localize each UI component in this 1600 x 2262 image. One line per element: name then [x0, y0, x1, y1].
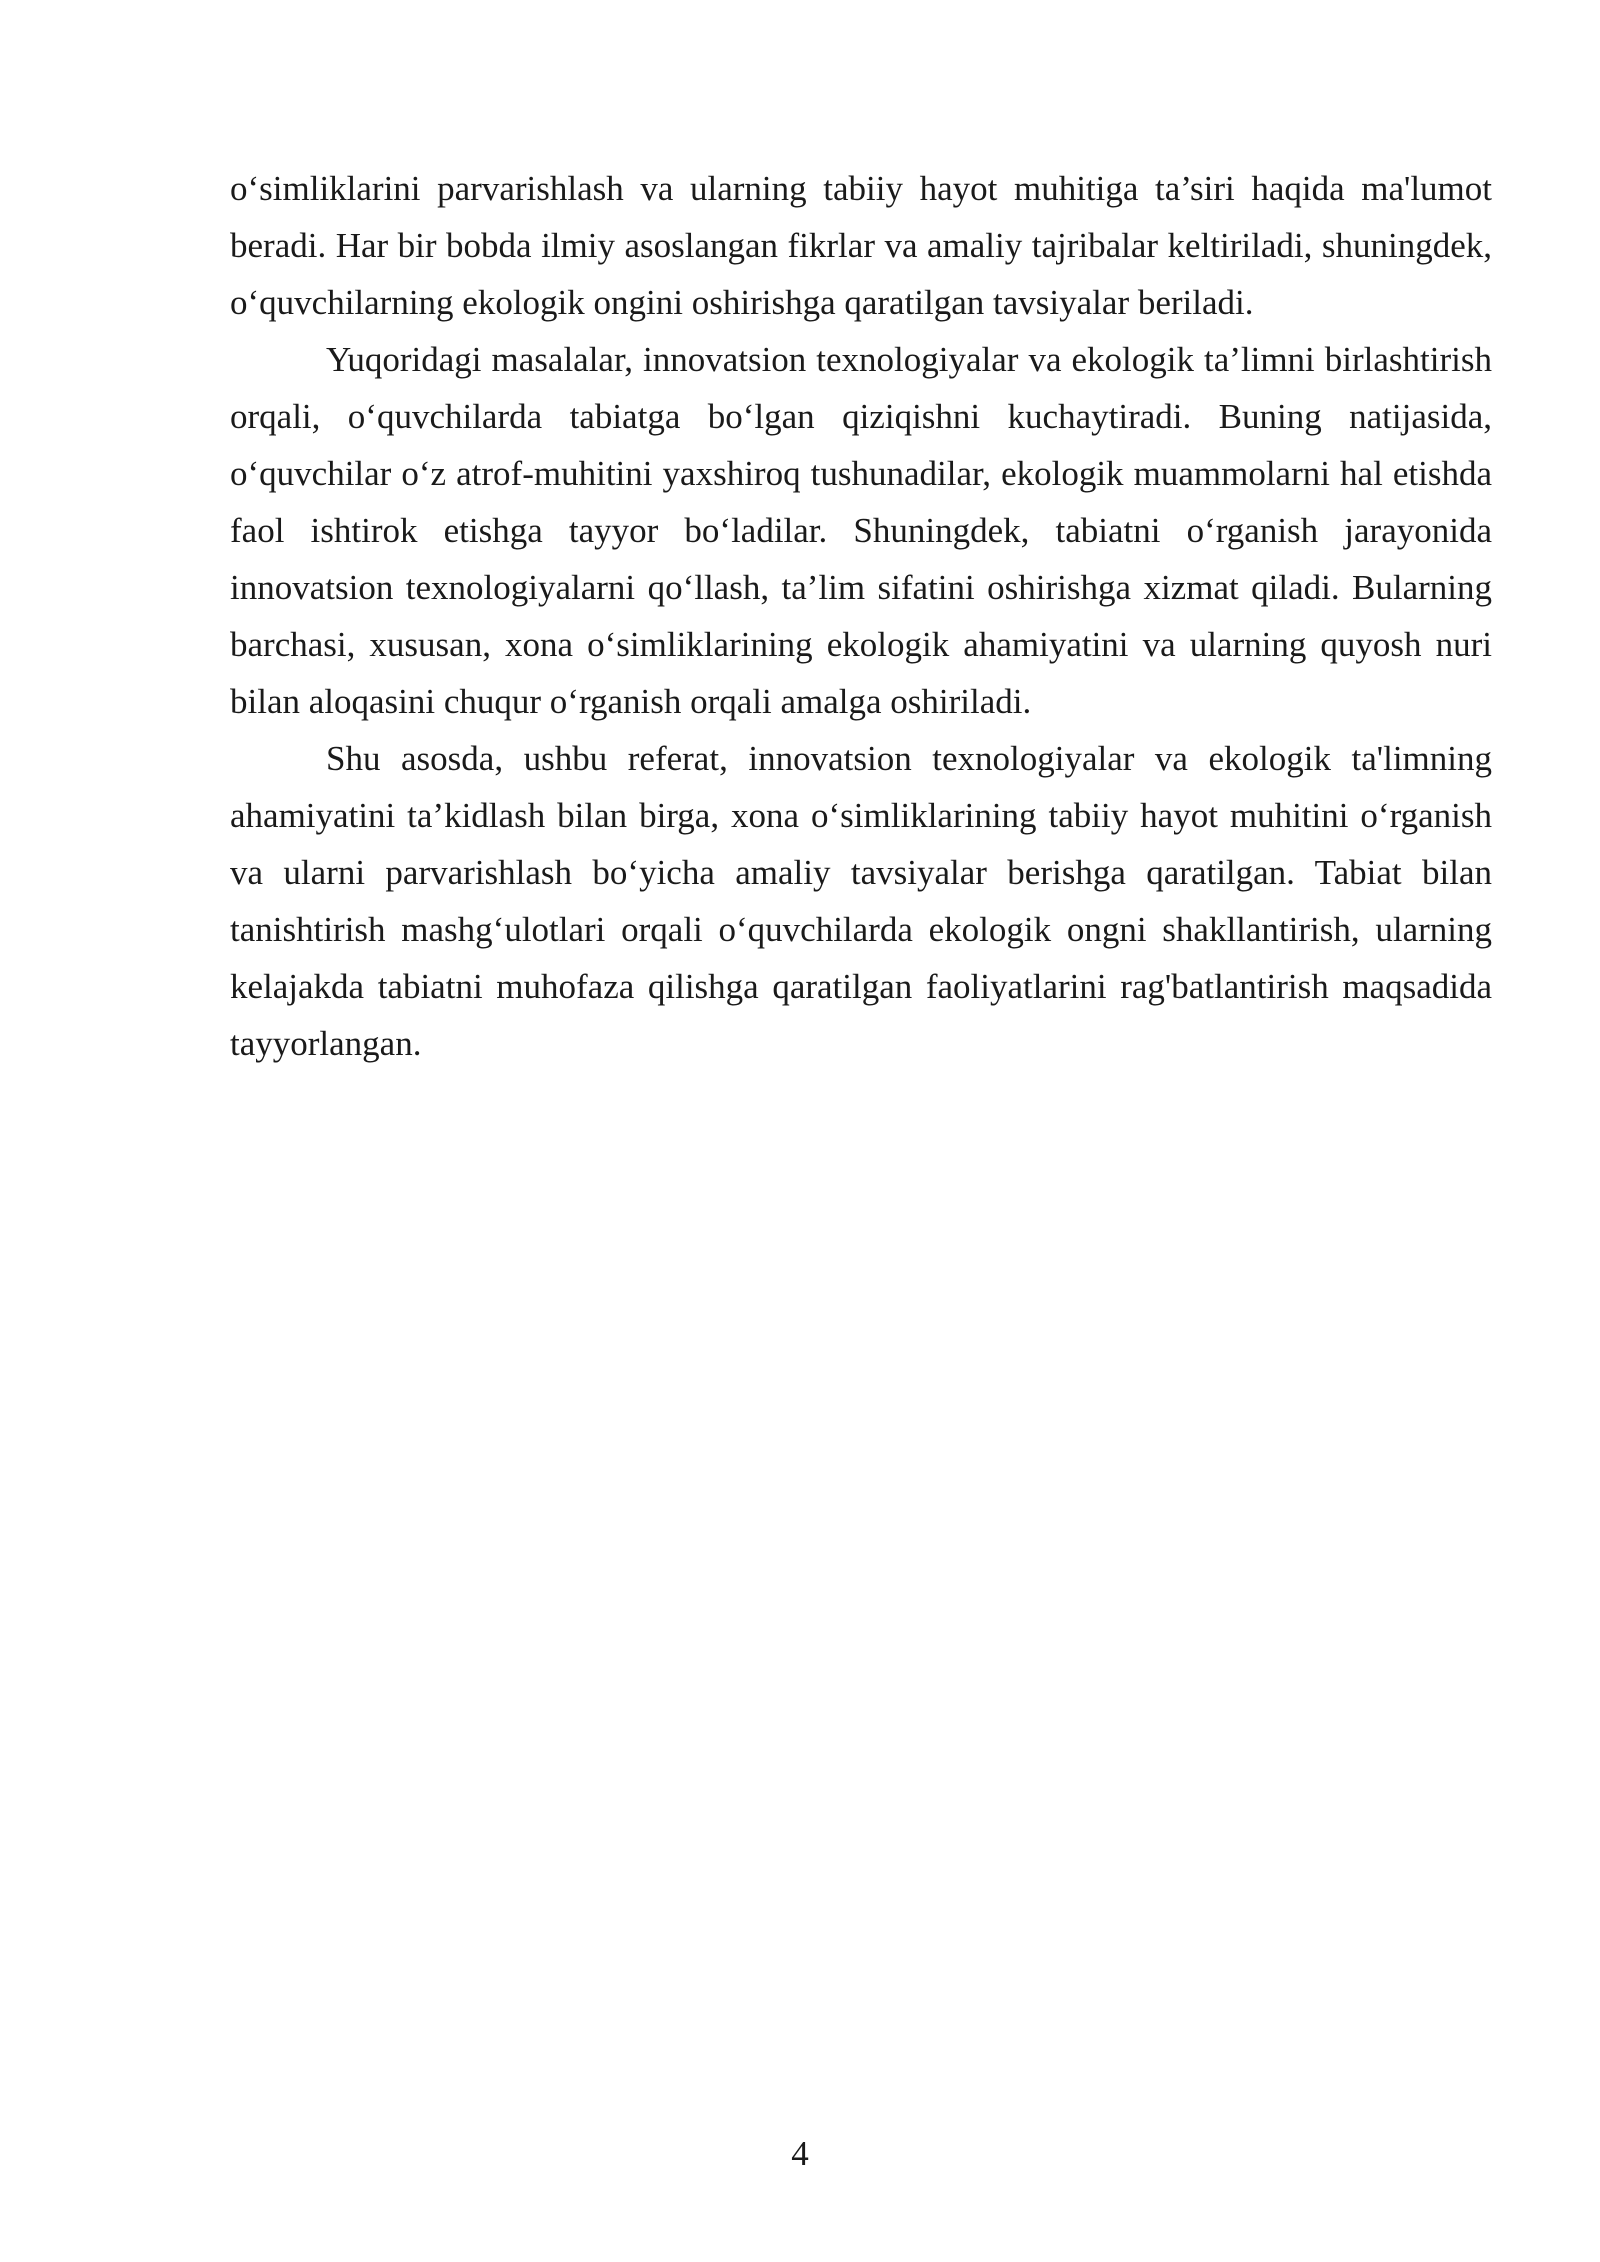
document-body — [230, 160, 1492, 1072]
paragraph: Yuqoridagi masalalar, innovatsion texnologiyalar va ekologik ta’limni birlashtirish orqali, o‘quvchilarda tabiatga bo‘lgan qiziqishni kuchaytiradi. Buning natijasida, o‘quvchilar o‘z atrof-muhitini yaxshiroq tushunadilar, ekologik muammolarni hal etishda faol ishtirok etishga tayyor bo‘ladilar. Shuningdek, tabiatni o‘rganish jarayonida innovatsion texnologiyalarni qo‘llash, ta’lim sifatini oshirishga xizmat qiladi. Bularning barchasi, xususan, xona o‘simliklarining ekologik ahamiyatini va ularning quyosh nuri bilan aloqasini chuqur o‘rganish orqali amalga oshiriladi. — [230, 340, 1492, 721]
page-number: 4 — [791, 2134, 809, 2173]
paragraph-continuation: o‘simliklarini parvarishlash va ularning tabiiy hayot muhitiga ta’siri haqida ma'lumot beradi. Har bir bobda ilmiy asoslangan fikrlar va amaliy tajribalar keltiriladi, shuningdek, o‘quvchilarning ekologik ongini oshirishga qaratilgan tavsiyalar beriladi. — [230, 169, 1492, 322]
paragraph: Shu asosda, ushbu referat, innovatsion texnologiyalar va ekologik ta'limning ahamiyatini ta’kidlash bilan birga, xona o‘simliklarining tabiiy hayot muhitini o‘rganish va ularni parvarishlash bo‘yicha amaliy tavsiyalar berishga qaratilgan. Tabiat bilan tanishtirish mashg‘ulotlari orqali o‘quvchilarda ekologik ongni shakllantirish, ularning kelajakda tabiatni muhofaza qilishga qaratilgan faoliyatlarini rag'batlantirish maqsadida tayyorlangan. — [230, 739, 1492, 1063]
